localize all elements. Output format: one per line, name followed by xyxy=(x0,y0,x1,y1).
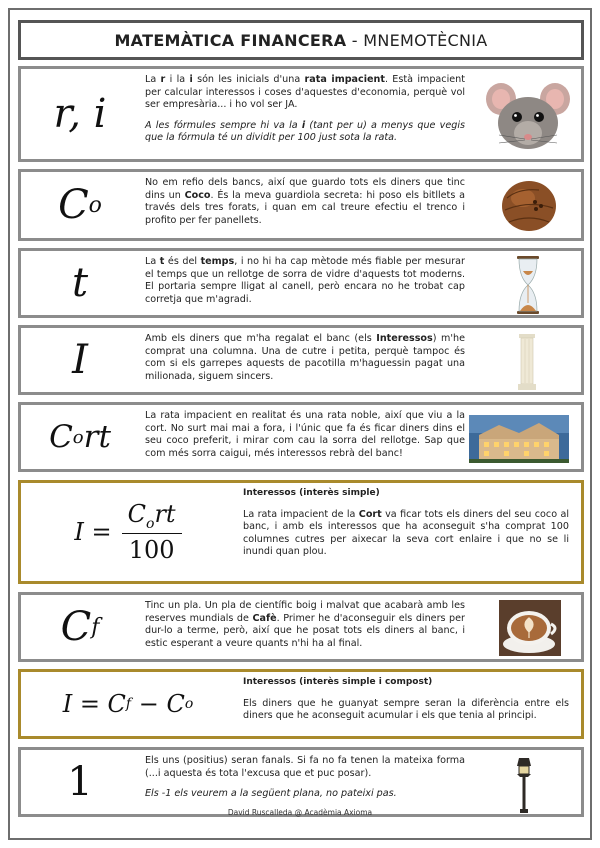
simple-interest-box xyxy=(18,480,584,584)
capital-text: No em refio dels bancs, així que guardo tots els diners que tinc dins un Coco. És la meva guardiola secreta: hi poso els bitllets a través dels tres forats, i quan em cal treure efectiu el trenco i profito per fer panellets. xyxy=(145,177,465,226)
column-image xyxy=(517,332,537,392)
symbol-rate: r, i xyxy=(53,91,107,137)
card-rate xyxy=(18,66,584,162)
one-text: Els uns (positius) seran fanals. Si fa no fa tenen la mateixa forma (...i aquesta és tota l'excusa que et puc posar). Els -1 els veurem a la següent plana, no pateixi pas. xyxy=(145,755,465,800)
page-title xyxy=(18,20,584,60)
card-time xyxy=(18,248,584,318)
card-court xyxy=(18,402,584,472)
palace-image xyxy=(469,415,569,463)
card-interest xyxy=(18,325,584,395)
compound-interest-box xyxy=(18,669,584,739)
symbol-capital: C o xyxy=(58,182,102,228)
compound-interest-heading: Interessos (interès simple i compost) xyxy=(243,677,433,687)
coconut-image xyxy=(499,178,559,234)
simple-interest-formula: I = $\frac{C_ort}{100}$ xyxy=(21,483,235,581)
final-text: Tinc un pla. Un pla de científic boig i malvat que acabarà amb les reserves mundials de Cafè. Primer he d'aconseguir els diners per dur-lo a terme, però, així que he posat tots els diners al banc, i estic esperant a veure quants n'hi ha al final. xyxy=(145,600,465,649)
card-capital xyxy=(18,169,584,241)
coffee-image xyxy=(499,600,561,656)
title-main: MATEMÀTICA FINANCERA xyxy=(114,30,347,50)
compound-interest-text: Interessos (interès simple i compost) Els diners que he guanyat sempre seran la diferència entre els diners que he aconseguit acumular i els que tenia al principi. xyxy=(243,677,569,722)
symbol-time: t xyxy=(71,260,89,306)
symbol-one: 1 xyxy=(67,759,93,805)
page-frame xyxy=(8,8,592,840)
simple-interest-text: Interessos (interès simple) La rata impacient de la Cort va ficar tots els diners del seu coco al banc, i amb els interessos que ha aconseguit s'ha comprat 100 columnes cutres per aixecar la seva cort enlaire i que no se li inundi quan plou. xyxy=(243,488,569,558)
symbol-final: C f xyxy=(60,604,100,650)
lamppost-image xyxy=(515,754,533,814)
compound-interest-formula: I = C f − C o xyxy=(62,690,194,718)
symbol-court: C o rt xyxy=(49,419,111,455)
simple-interest-heading: Interessos (interès simple) xyxy=(243,488,380,498)
title-sub: - MNEMOTÈCNIA xyxy=(351,30,488,50)
card-final xyxy=(18,592,584,662)
rat-image xyxy=(485,77,571,153)
rate-text: La r i la i són les inicials d'una rata impacient. Està impacient per calcular interessos i coses d'aquestes d'economia, perquè vol ser empresària... i ho vol ser JA. A les fórmules sempre hi va la i (tant per u) a menys que vegis que la fórmula té un dividit per 100 just sota la rata. xyxy=(145,74,465,144)
interest-text: Amb els diners que m'ha regalat el banc (els Interessos) m'he comprat una columna. Una de cutre i petita, perquè tampoc és com si els garrepes aquests de pacotilla m'haguessin pagat una milionada, siguem sincers. xyxy=(145,333,465,382)
court-text: La rata impacient en realitat és una rata noble, així que viu a la cort. No surt mai mai a fora, i l'únic que fa és ficar diners dins el seu coco preferit, i mirar com cau la sorra del rellotge. Sap que com més sorra caigui, més interessos rebrà del banc! xyxy=(145,410,465,459)
footer-credit: David Ruscalleda @ Acadèmia Axioma xyxy=(227,808,373,817)
symbol-interest: I xyxy=(72,337,88,383)
time-text: La t és del temps, i no hi ha cap mètode més fiable per mesurar el temps que un rellotge de sorra de vidre d'aquests tot moderns. El portaria sempre lligat al canell, però encara no he trobat cap corretja que m'agradi. xyxy=(145,256,465,305)
card-one xyxy=(18,747,584,817)
hourglass-image xyxy=(515,255,541,315)
